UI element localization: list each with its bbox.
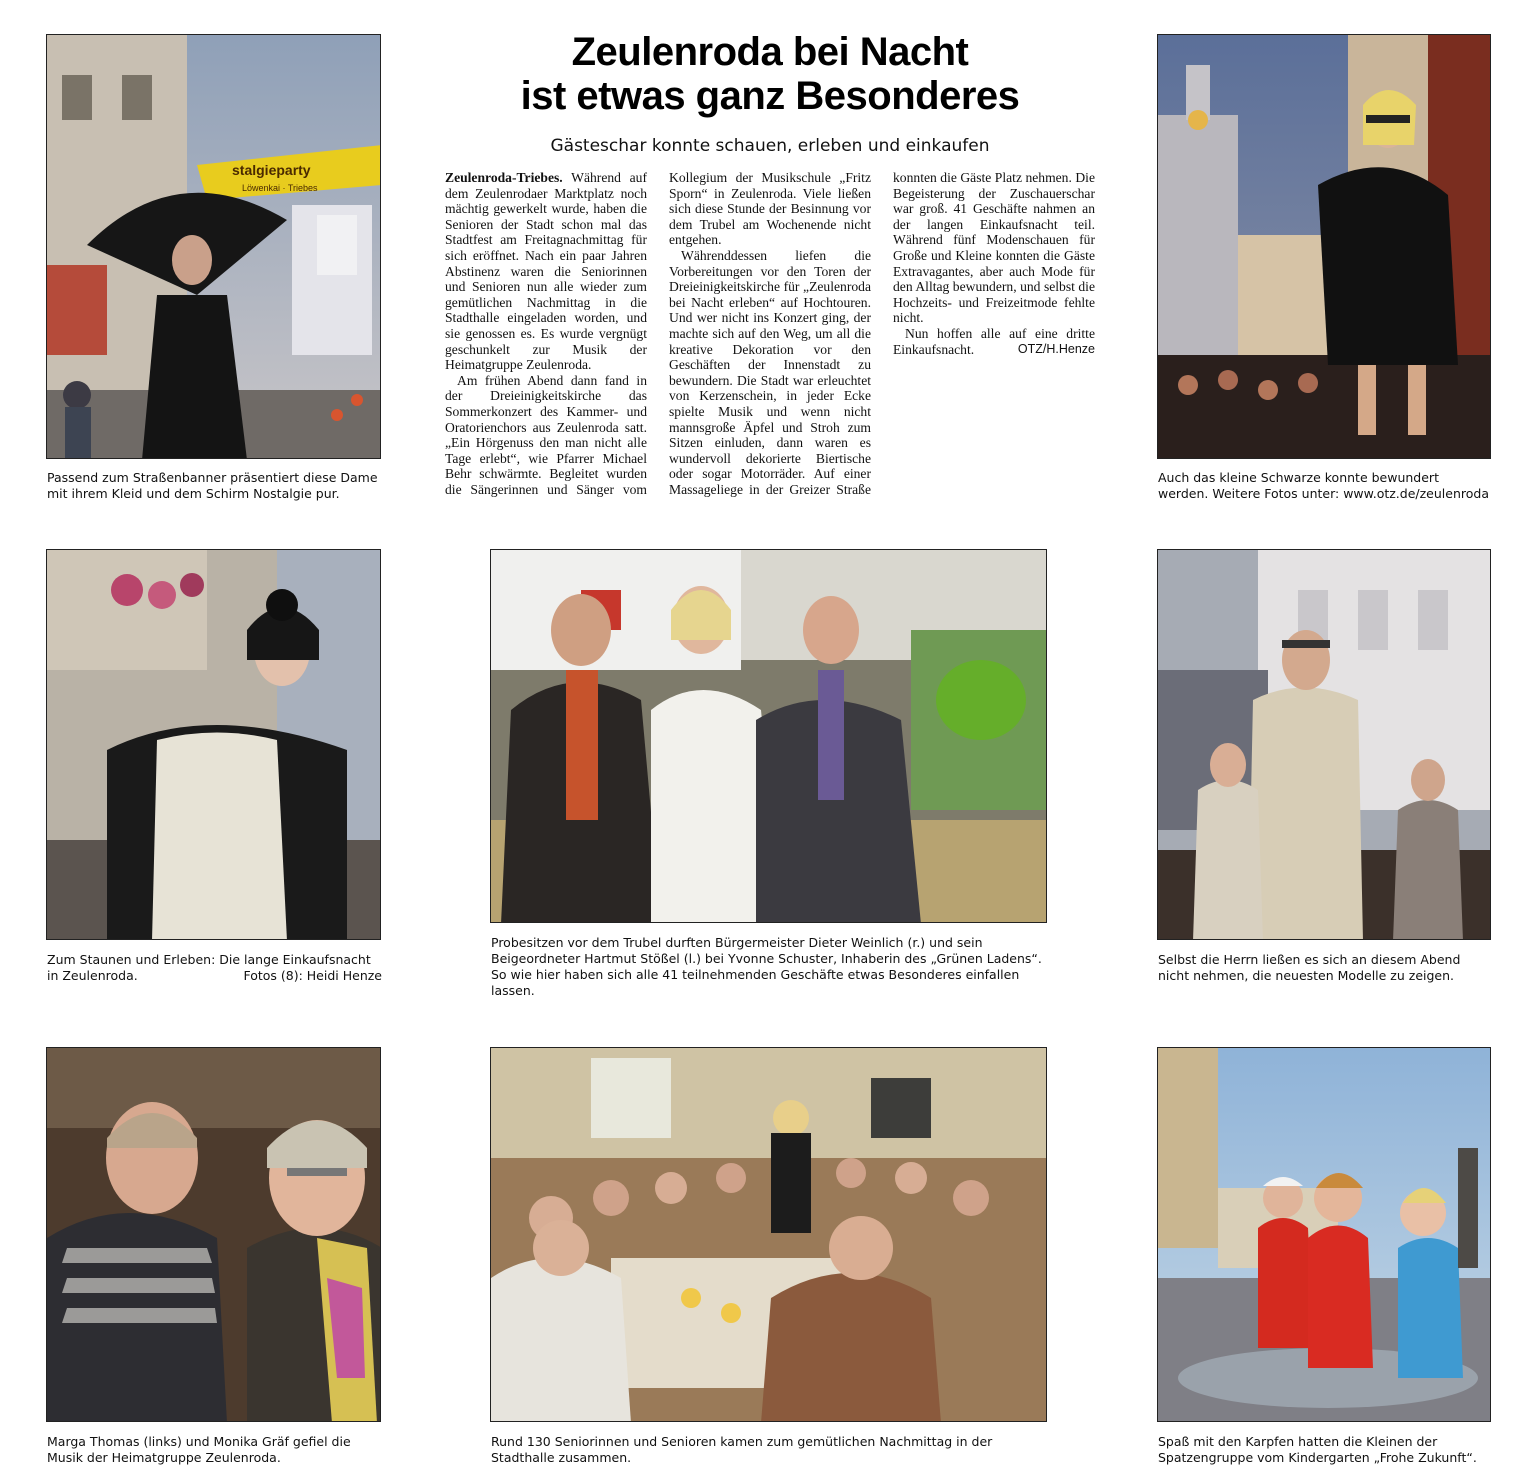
- photo-nostalgia-lady: [46, 34, 381, 459]
- photo-two-women: [46, 1047, 381, 1422]
- caption-photo-5: Selbst die Herrn ließen es sich an diesem Abend nicht nehmen, die neuesten Modelle zu zeigen.: [1158, 952, 1461, 983]
- headline-line-2: ist etwas ganz Besonderes: [520, 74, 1020, 118]
- caption-photo-4: Probesitzen vor dem Trubel durften Bürgermeister Dieter Weinlich (r.) und sein Beigeordneter Hartmut Stößel (l.) bei Yvonne Schuster, Inhaberin des „Grünen Ladens“. So wie hier haben sich alle 41 teilnehmenden Geschäfte etwas Besonderes einfallen lassen.: [491, 935, 1042, 998]
- photo-men-fashion: [1157, 549, 1491, 940]
- caption-photo-3: [47, 952, 382, 984]
- author-credit: OTZ/H.Henze: [1017, 341, 1095, 356]
- article-paragraph-2: Am frühen Abend dann fand in der Dreieinigkeitskirche das Sommerkonzert des Kammer- und Oratorienchors aus Zeulenroda satt. „Ein Hörgenuss den man nicht alle Tage erlebt“, wie Pfarrer Michael Behr schwärmte. Begleitet wurden die Sängerinnen und Sänger vom Kollegium der Musikschule „Fritz Sporn“ in Zeulenroda. Viele ließen sich diese Stunde der Besinnung vor dem Trubel am Wochenende nicht entgehen.: [445, 170, 871, 497]
- subheadline: Gästeschar konnte schauen, erleben und einkaufen: [550, 136, 990, 156]
- article-paragraph-1: Zeulenroda-Triebes. Während auf dem Zeulenrodaer Marktplatz noch mächtig gewerkelt wurde, haben die Senioren der Stadt schon mal das Stadtfest am Freitagnachmittag für sich eröffnet. Nach ein paar Jahren Abstinenz waren die Seniorinnen und Senioren nun alle wieder zum gemütlichen Nachmittag in die Stadthalle eingeladen worden, und sie genossen es. Es wurde vergnügt geschunkelt zur Musik der Heimatgruppe Zeulenroda.: [445, 170, 648, 373]
- photo-credit: Fotos (8): Heidi Henze: [243, 968, 382, 983]
- photo-black-dress: [1157, 34, 1491, 459]
- headline: [420, 30, 1120, 118]
- photo-senior-afternoon: [490, 1047, 1047, 1422]
- caption-photo-2: Auch das kleine Schwarze konnte bewundert werden. Weitere Fotos unter: www.otz.de/zeulenroda: [1158, 470, 1489, 501]
- caption-photo-7: Rund 130 Seniorinnen und Senioren kamen zum gemütlichen Nachmittag in der Stadthalle zusammen.: [491, 1434, 993, 1465]
- dateline: Zeulenroda-Triebes.: [445, 170, 563, 185]
- article-body: [445, 170, 1095, 510]
- article-paragraph-3: Währenddessen liefen die Vorbereitungen vor den Toren der Dreieinigkeitskirche für „Zeulenroda bei Nacht erleben“ auf Hochtouren. Und wer nicht ins Konzert ging, der machte sich auf den Weg, um all die kreative Dekoration vor den Geschäften der Innenstadt zu bewundern. Die Stadt war erleuchtet von Kerzenschein, in jeder Ecke spielte Musik und wenn nicht mannsgroße Äpfel und Stroh zum Sitzen einluden, dann waren es wundervoll dekorierte Biertische oder sogar Motorräder. Auf einer Massageliege in der Greizer Straße konnten die Gäste Platz nehmen. Die Begeisterung der Zuschauerschar war groß. 41 Geschäfte nahmen an der langen Einkaufsnacht teil. Während fünf Modenschauen für Große und Kleine konnten die Gäste Extravagantes, aber auch Mode für den Alltag bewundern, und selbst die Hochzeits- und Freizeitmode fehlte nicht.: [669, 170, 1095, 497]
- photo-headwrap-model: [46, 549, 381, 940]
- headline-line-1: Zeulenroda bei Nacht: [571, 30, 969, 74]
- street-banner-subtext: Löwenkai · Triebes: [242, 183, 318, 193]
- caption-photo-6: Marga Thomas (links) und Monika Gräf gefiel die Musik der Heimatgruppe Zeulenroda.: [47, 1434, 351, 1465]
- photo-children-fountain: [1157, 1047, 1491, 1422]
- street-banner-text: stalgieparty: [232, 162, 311, 178]
- caption-photo-3-text: Zum Staunen und Erleben: Die lange Einkaufsnacht in Zeulenroda.: [47, 952, 371, 983]
- caption-photo-8: Spaß mit den Karpfen hatten die Kleinen der Spatzengruppe vom Kindergarten „Frohe Zukunft“.: [1158, 1434, 1477, 1465]
- caption-photo-1: Passend zum Straßenbanner präsentiert diese Dame mit ihrem Kleid und dem Schirm Nostalgie pur.: [47, 470, 378, 501]
- photo-mayor-green-shop: [490, 549, 1047, 923]
- article-paragraph-4: Nun hoffen alle auf eine dritte Einkaufsnacht. OTZ/H.Henze: [893, 325, 1095, 357]
